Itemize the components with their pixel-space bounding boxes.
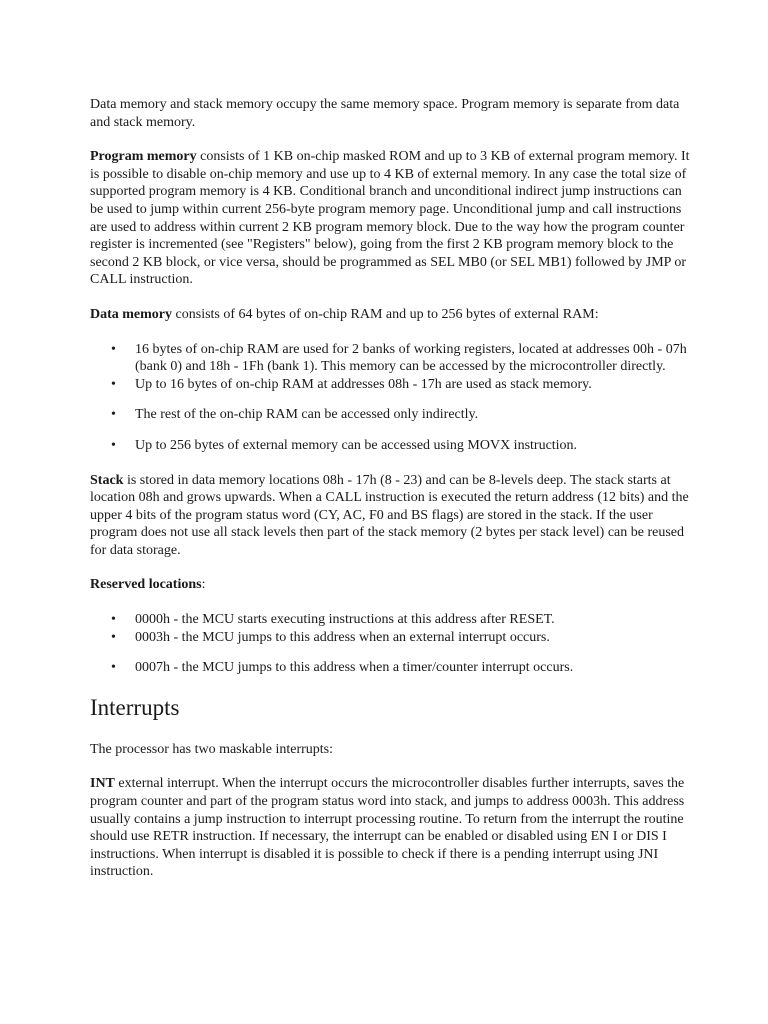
stack-text: is stored in data memory locations 08h - 17h (8 - 23) and can be 8-levels deep. The stack starts at location 08h and grows upwards. When a CALL instruction is executed the return address (12 bits) and the upper 4 bits of the program status word (CY, AC, F0 and BS flags) are stored in the stack. If the user program does not use all stack levels then part of the stack memory (2 bytes per stack level) can be reused for data storage. bbox=[90, 472, 689, 558]
reserved-locations-list bbox=[90, 611, 690, 677]
list-item: • The rest of the on-chip RAM can be accessed only indirectly. bbox=[90, 406, 690, 424]
list-item: • 16 bytes of on-chip RAM are used for 2 banks of working registers, located at addresses 00h - 07h (bank 0) and 18h - 1Fh (bank 1). This memory can be accessed by the microcontroller directly. bbox=[90, 341, 690, 376]
list-item: • 0003h - the MCU jumps to this address when an external interrupt occurs. bbox=[90, 629, 690, 647]
data-memory-term: Data memory bbox=[90, 306, 173, 322]
int-text: external interrupt. When the interrupt occurs the microcontroller disables further interrupts, saves the program counter and part of the program status word into stack, and jumps to address 0003h. This address usually contains a jump instruction to interrupt processing routine. To return from the interrupt the routine should use RETR instruction. If necessary, the interrupt can be enabled or disabled using EN I or DIS I instructions. When interrupt is disabled it is possible to check if there is a pending interrupt using JNI instruction. bbox=[90, 776, 685, 880]
reserved-locations-term: Reserved locations bbox=[90, 577, 202, 593]
list-item: • Up to 16 bytes of on-chip RAM at addresses 08h - 17h are used as stack memory. bbox=[90, 376, 690, 394]
list-item: • Up to 256 bytes of external memory can be accessed using MOVX instruction. bbox=[90, 437, 690, 455]
reserved-locations-paragraph bbox=[90, 576, 690, 594]
program-memory-paragraph bbox=[90, 148, 690, 289]
program-memory-text: consists of 1 KB on-chip masked ROM and up to 3 KB of external program memory. It is possible to disable on-chip memory and use up to 4 KB of external memory. In any case the total size of supported program memory is 4 KB. Conditional branch and unconditional indirect jump instructions can be used to jump within current 256-byte program memory page. Unconditional jump and call instructions are used to address within current 2 KB program memory block. Due to the way how the program counter register is incremented (see "Registers" below), going from the first 2 KB program memory block to the second 2 KB block, or vice versa, should be programmed as SEL MB0 (or SEL MB1) followed by JMP or CALL instruction. bbox=[90, 149, 690, 288]
intro-paragraph: Data memory and stack memory occupy the same memory space. Program memory is separate from data and stack memory. bbox=[90, 97, 680, 130]
data-memory-text: consists of 64 bytes of on-chip RAM and up to 256 bytes of external RAM: bbox=[172, 306, 599, 322]
stack-term: Stack bbox=[90, 472, 124, 488]
document-page bbox=[90, 96, 690, 898]
program-memory-term: Program memory bbox=[90, 149, 197, 165]
data-memory-paragraph bbox=[90, 306, 690, 324]
stack-paragraph bbox=[90, 472, 690, 560]
list-item: • 0000h - the MCU starts executing instructions at this address after RESET. bbox=[90, 611, 690, 629]
int-term: INT bbox=[90, 776, 115, 792]
int-paragraph bbox=[90, 775, 690, 881]
interrupts-heading: Interrupts bbox=[90, 694, 180, 720]
data-memory-list bbox=[90, 341, 690, 455]
list-item: • 0007h - the MCU jumps to this address when a timer/counter interrupt occurs. bbox=[90, 659, 690, 677]
reserved-colon: : bbox=[201, 577, 206, 593]
interrupts-intro: The processor has two maskable interrupts: bbox=[90, 741, 333, 757]
